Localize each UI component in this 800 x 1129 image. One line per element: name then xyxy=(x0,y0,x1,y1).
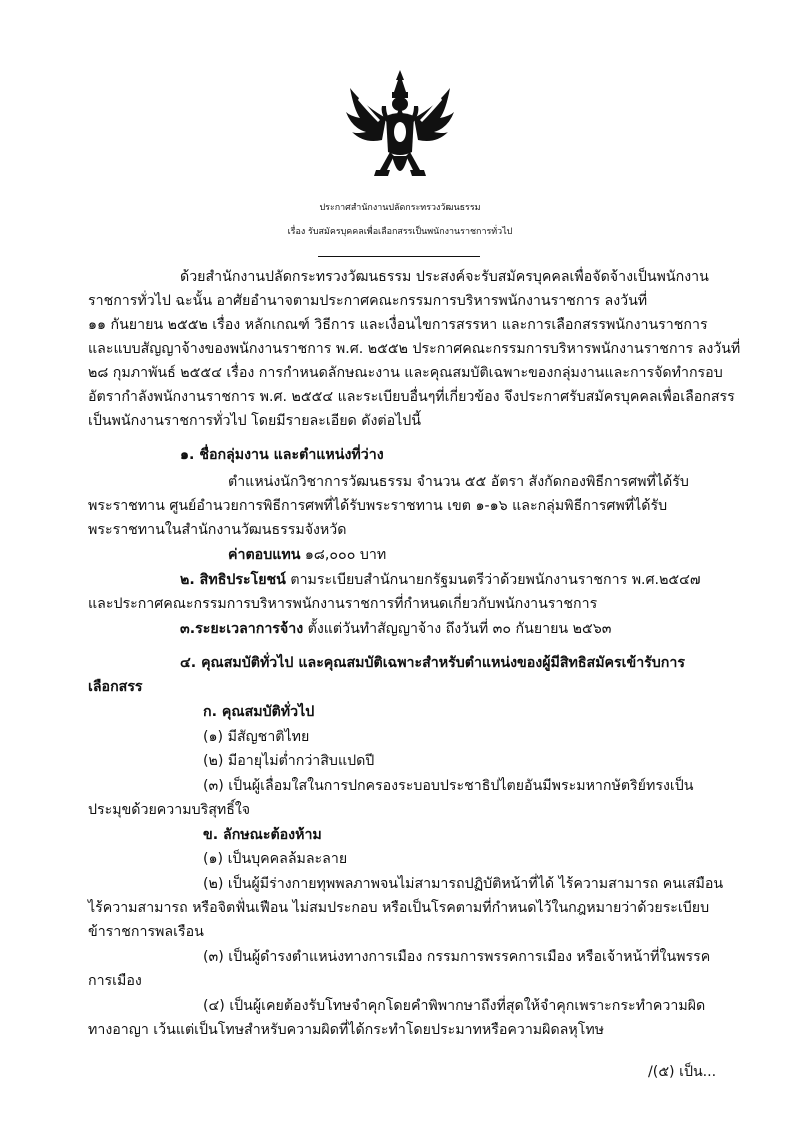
section-1-line: พระราชทานในสำนักงานวัฒนธรรมจังหวัด xyxy=(88,522,347,538)
section-1-line: พระราชทาน ศูนย์อำนวยการพิธีการศพที่ได้รับพระราชทาน เขต ๑-๑๖ และกลุ่มพิธีการศพที่ได้รับ xyxy=(88,498,668,514)
intro-line: และแบบสัญญาจ้างของพนักงานราชการ พ.ศ. ๒๕๕๒ ประกาศคณะกรรมการบริหารพนักงานราชการ ลงวันที่ xyxy=(88,341,741,357)
sub-a-heading: ก. คุณสมบัติทั่วไป xyxy=(203,704,315,720)
section-1-heading: ๑. ชื่อกลุ่มงาน และตำแหน่งที่ว่าง xyxy=(180,447,384,463)
sub-b-item: (๑) เป็นบุคคลล้มละลาย xyxy=(203,851,348,867)
intro-line: ๒๘ กุมภาพันธ์ ๒๕๕๔ เรื่อง การกำหนดลักษณะงาน และคุณสมบัติเฉพาะของกลุ่มงานและการจัดทำกรอบ xyxy=(88,365,723,381)
sub-a-item: (๓) เป็นผู้เลื่อมใสในการปกครองระบอบประชาธิปไตยอันมีพระมหากษัตริย์ทรงเป็น xyxy=(203,778,694,794)
sub-b-item: (๓) เป็นผู้ดำรงตำแหน่งทางการเมือง กรรมการพรรคการเมือง หรือเจ้าหน้าที่ในพรรค xyxy=(203,949,711,965)
sub-b-item: (๔) เป็นผู้เคยต้องรับโทษจำคุกโดยคำพิพากษาถึงที่สุดให้จำคุกเพราะกระทำความผิด xyxy=(203,998,706,1014)
announcement-title: ประกาศสำนักงานปลัดกระทรวงวัฒนธรรม xyxy=(319,203,481,213)
title-divider xyxy=(318,256,480,257)
sub-a-item-cont: ประมุขด้วยความบริสุทธิ์ใจ xyxy=(88,802,251,818)
salary-label: ค่าตอบแทน xyxy=(228,547,301,563)
section-4-heading-cont: เลือกสรร xyxy=(88,679,143,695)
sub-a-item: (๑) มีสัญชาติไทย xyxy=(203,729,310,745)
page-continuation: /(๕) เป็น... xyxy=(648,1064,717,1080)
sub-b-item-cont: การเมือง xyxy=(88,973,142,989)
salary-line xyxy=(228,545,386,565)
sub-b-item-cont: ไร้ความสามารถ หรือจิตฟั่นเฟือน ไม่สมประกอบ หรือเป็นโรคตามที่กำหนดไว้ในกฎหมายว่าด้วยระเบียบ xyxy=(88,900,710,916)
sub-a-item: (๒) มีอายุไม่ต่ำกว่าสิบแปดปี xyxy=(203,753,375,769)
section-3-heading: ๓.ระยะเวลาการจ้าง xyxy=(180,621,304,637)
salary-value: ๑๘,๐๐๐ บาท xyxy=(300,547,387,563)
sub-b-item-cont: ข้าราชการพลเรือน xyxy=(88,924,204,940)
intro-line: เป็นพนักงานราชการทั่วไป โดยมีรายละเอียด ดังต่อไปนี้ xyxy=(88,413,421,429)
section-2-text: ตามระเบียบสำนักนายกรัฐมนตรีว่าด้วยพนักงานราชการ พ.ศ.๒๕๔๗ xyxy=(285,572,701,588)
announcement-subject: เรื่อง รับสมัครบุคคลเพื่อเลือกสรรเป็นพนักงานราชการทั่วไป xyxy=(287,227,513,237)
sub-b-item-cont: ทางอาญา เว้นแต่เป็นโทษสำหรับความผิดที่ได้กระทำโดยประมาทหรือความผิดลหุโทษ xyxy=(88,1022,605,1038)
sub-b-heading: ข. ลักษณะต้องห้าม xyxy=(203,827,322,843)
intro-line: ๑๑ กันยายน ๒๕๕๒ เรื่อง หลักเกณฑ์ วิธีการ และเงื่อนไขการสรรหา และการเลือกสรรพนักงานราชการ xyxy=(88,317,708,333)
garuda-emblem xyxy=(340,66,460,186)
intro-line: ด้วยสำนักงานปลัดกระทรวงวัฒนธรรม ประสงค์จะรับสมัครบุคคลเพื่อจัดจ้างเป็นพนักงาน xyxy=(180,269,709,285)
section-4-heading: ๔. คุณสมบัติทั่วไป และคุณสมบัติเฉพาะสำหรับตำแหน่งของผู้มีสิทธิสมัครเข้ารับการ xyxy=(180,655,685,671)
section-2-line2: และประกาศคณะกรรมการบริหารพนักงานราชการที่กำหนดเกี่ยวกับพนักงานราชการ xyxy=(88,596,598,612)
section-3-text: ตั้งแต่วันทำสัญญาจ้าง ถึงวันที่ ๓๐ กันยายน ๒๕๖๓ xyxy=(303,621,612,637)
section-2-line xyxy=(180,570,701,590)
intro-line: ราชการทั่วไป ฉะนั้น อาศัยอำนาจตามประกาศคณะกรรมการบริหารพนักงานราชการ ลงวันที่ xyxy=(88,293,648,309)
section-1-line: ตำแหน่งนักวิชาการวัฒนธรรม จำนวน ๕๕ อัตรา สังกัดกองพิธีการศพที่ได้รับ xyxy=(228,474,689,490)
section-2-heading: ๒. สิทธิประโยชน์ xyxy=(180,572,286,588)
intro-line: อัตรากำลังพนักงานราชการ พ.ศ. ๒๕๕๔ และระเบียบอื่นๆที่เกี่ยวข้อง จึงประกาศรับสมัครบุคคลเพื่อเลือกสรร xyxy=(88,389,735,405)
section-3-line xyxy=(180,619,611,639)
sub-b-item: (๒) เป็นผู้มีร่างกายทุพพลภาพจนไม่สามารถปฏิบัติหน้าที่ได้ ไร้ความสามารถ คนเสมือน xyxy=(203,876,724,892)
